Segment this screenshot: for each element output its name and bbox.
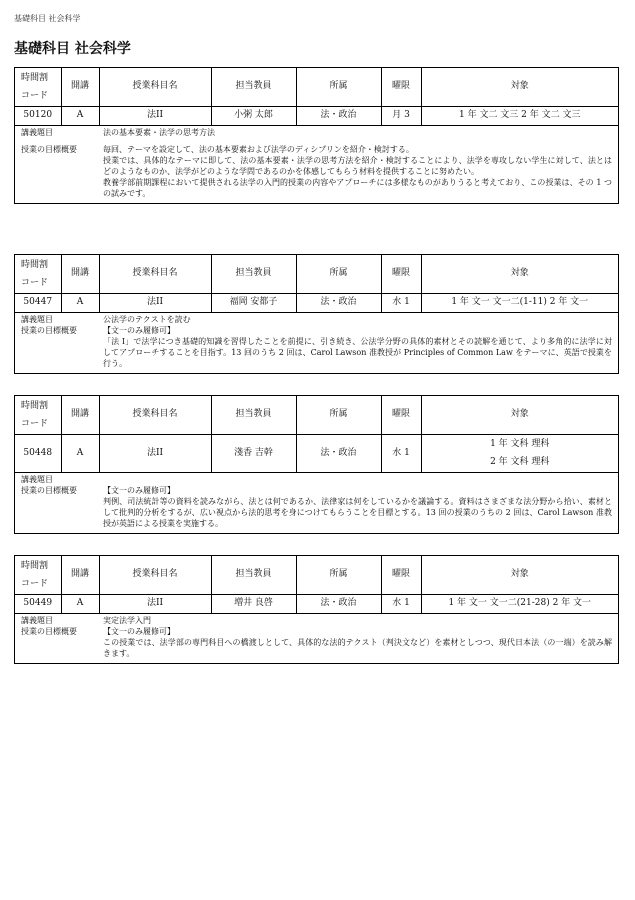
course-code: 50449 [15,594,61,613]
course-details [15,473,618,533]
course-name-header: 授業科目名 [99,68,211,106]
course-affiliation: 法・政治 [296,594,381,613]
description-paragraph: 授業では、具体的なテーマに即して、法の基本要素・法学の思考方法を紹介・検討することにより、法学を専攻しない学生に対して、法とはどのようなものか、法学がどのような学問であるのかを体感してもらう材料を提供することに努めたい。 [103,155,612,176]
course-affiliation: 法・政治 [296,293,381,312]
course-topic [103,474,612,485]
course-target: 1 年 文一 文一二(1-11) 2 年 文一 [421,293,618,312]
goal-label: 授業の目標概要 [21,144,77,154]
course-instructor: 淺香 吉幹 [211,434,296,472]
course-section: A [61,434,99,472]
description-paragraph: この授業では、法学部の専門科目への橋渡しとして、具体的な法的テクスト（判決文など）を素材としつつ、現代日本法（の一端）を読み解きます。 [103,637,612,658]
code-header-2: コード [21,578,49,589]
course-code: 50448 [15,434,61,472]
course-topic: 公法学のテクストを読む [103,314,191,324]
course-details [15,126,618,203]
target-header: 対象 [421,255,618,293]
course-affiliation: 法・政治 [296,106,381,125]
instructor-header: 担当教員 [211,556,296,594]
code-header: 時間割 [21,400,49,411]
header-row [15,255,618,293]
header-row [15,556,618,594]
course-header-table [15,556,618,614]
description-paragraph: 判例、司法統計等の資料を読みながら、法とは何であるか、法律家は何をしているかを議論する。資料はさまざまな法分野から拾い、素材として批判的分析をするが、広い視点から法的思考を身につけてもらうことを目標とする。13 回の授業のうちの 2 回は、Carol Lawson 准教授が英語による授業を実施する。 [103,496,612,528]
course-target: 1 年 文二 文三 2 年 文二 文三 [421,106,618,125]
course-instructor: 福岡 安都子 [211,293,296,312]
course-row [15,594,618,613]
course-section: A [61,293,99,312]
instructor-header: 担当教員 [211,255,296,293]
target-header: 対象 [421,396,618,434]
code-header-2: コード [21,90,49,101]
section-header: 開講 [61,556,99,594]
topic-label: 講義題目 [21,615,53,625]
goal-label: 授業の目標概要 [21,626,77,636]
course-name-header: 授業科目名 [99,556,211,594]
header-row [15,68,618,106]
description-paragraph: 【文一のみ履修可】 [103,485,175,495]
course-instructor: 小粥 太郎 [211,106,296,125]
course-name: 法II [99,434,211,472]
period-header: 曜限 [381,68,421,106]
course-code: 50120 [15,106,61,125]
course-row [15,434,618,472]
goal-label: 授業の目標概要 [21,485,77,495]
course-period: 月 3 [381,106,421,125]
course-row [15,293,618,312]
topic-label: 講義題目 [21,127,53,137]
course-topic: 法の基本要素・法学の思考方法 [103,127,215,137]
course-instructor: 増井 良啓 [211,594,296,613]
course-header-table [15,255,618,313]
target-header: 対象 [421,68,618,106]
instructor-header: 担当教員 [211,68,296,106]
course-header-table [15,68,618,126]
page-title: 基礎科目 社会科学 [14,41,131,57]
course-name: 法II [99,594,211,613]
course-period: 水 1 [381,293,421,312]
course-code: 50447 [15,293,61,312]
target-line: 1 年 文科 理科 [490,439,550,449]
description-paragraph: 「法 I」で法学につき基礎的知識を習得したことを前提に、引き続き、公法学分野の具体的素材とその読解を通じて、より多角的に法学に対してアプローチすることを目指す。13 回のうち 2 回は、Carol Lawson 准教授が Principles of Common Law をテーマに、英語で授業を行う。 [103,336,612,368]
course-name-header: 授業科目名 [99,396,211,434]
course-name-header: 授業科目名 [99,255,211,293]
affiliation-header: 所属 [296,396,381,434]
section-header: 開講 [61,255,99,293]
code-header: 時間割 [21,72,49,83]
affiliation-header: 所属 [296,556,381,594]
course-block [14,67,619,204]
period-header: 曜限 [381,396,421,434]
section-header: 開講 [61,396,99,434]
course-affiliation: 法・政治 [296,434,381,472]
target-header: 対象 [421,556,618,594]
code-header: 時間割 [21,259,49,270]
topic-label: 講義題目 [21,314,53,324]
affiliation-header: 所属 [296,68,381,106]
course-name: 法II [99,106,211,125]
description-paragraph: 教養学部前期課程において提供される法学の入門的授業の内容やアプローチには多様なものがありうると考えており、この授業は、その 1 つの試みです。 [103,177,612,198]
code-header-2: コード [21,277,49,288]
course-target: 1 年 文一 文一二(21-28) 2 年 文一 [421,594,618,613]
goal-label: 授業の目標概要 [21,325,77,335]
affiliation-header: 所属 [296,255,381,293]
course-target [421,434,618,472]
course-details [15,614,618,663]
course-period: 水 1 [381,434,421,472]
course-block [14,555,619,664]
code-header: 時間割 [21,560,49,571]
running-header: 基礎科目 社会科学 [14,14,81,23]
description-paragraph: 毎回、テーマを設定して、法の基本要素および法学のディシプリンを紹介・検討する。 [103,144,414,154]
description-paragraph: 【文一のみ履修可】 [103,626,175,636]
course-header-table [15,396,618,473]
description-paragraph: 【文一のみ履修可】 [103,325,175,335]
instructor-header: 担当教員 [211,396,296,434]
course-period: 水 1 [381,594,421,613]
code-header-2: コード [21,418,49,429]
course-block [14,254,619,374]
course-row [15,106,618,125]
header-row [15,396,618,434]
target-line: 2 年 文科 理科 [490,457,550,467]
period-header: 曜限 [381,255,421,293]
course-details [15,313,618,373]
section-header: 開講 [61,68,99,106]
course-section: A [61,106,99,125]
topic-label: 講義題目 [21,474,53,484]
course-section: A [61,594,99,613]
period-header: 曜限 [381,556,421,594]
course-topic: 実定法学入門 [103,615,151,625]
course-block [14,395,619,534]
course-name: 法II [99,293,211,312]
